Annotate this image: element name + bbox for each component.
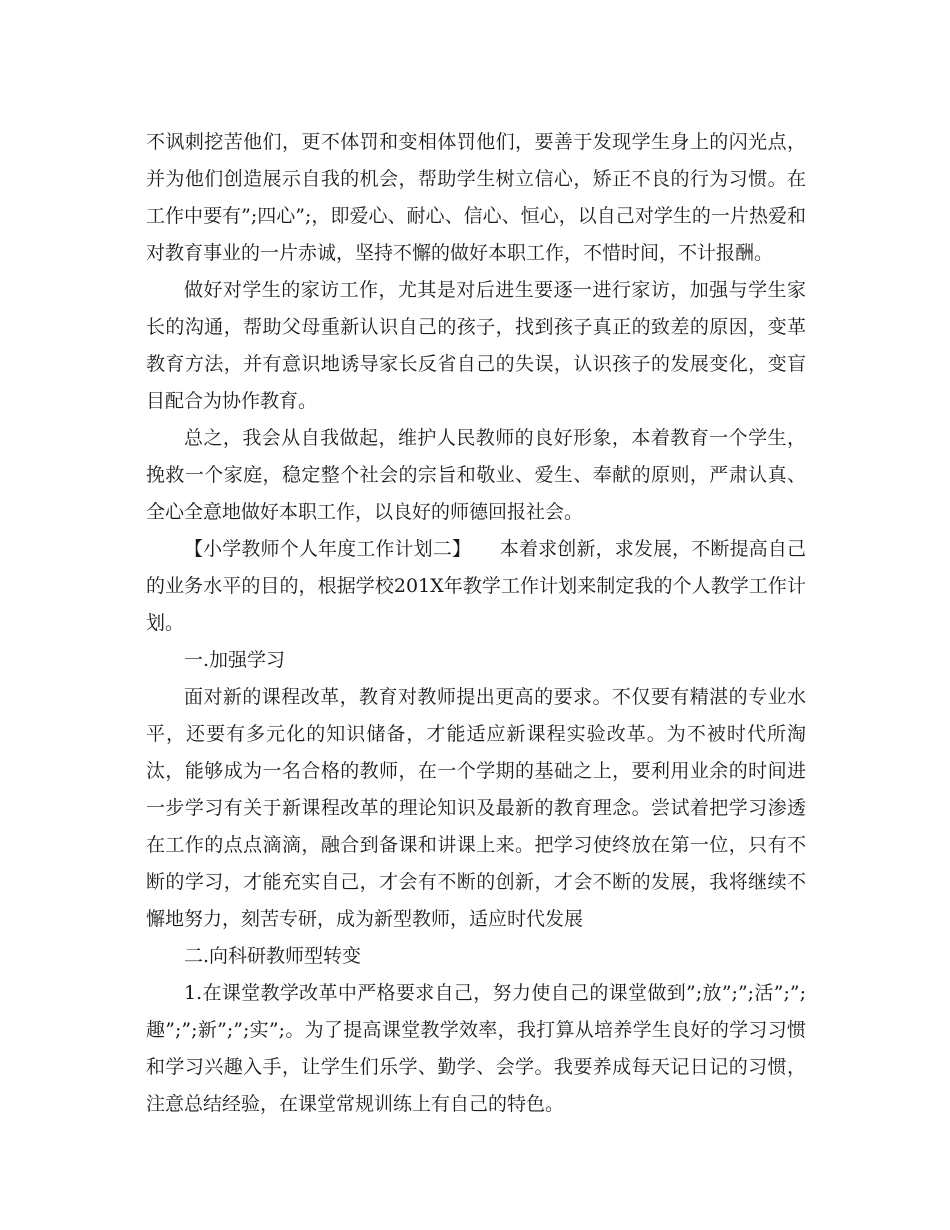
paragraph: 【小学教师个人年度工作计划二】 本着求创新，求发展，不断提高自己的业务水平的目的，根据学校201X年教学工作计划来制定我的个人教学工作计划。 <box>146 538 806 634</box>
section-heading: 二.向科研教师型转变 <box>184 945 362 967</box>
section-heading: 一.加强学习 <box>184 649 286 671</box>
paragraph: 1.在课堂教学改革中严格要求自己，努力使自己的课堂做到”;放”;”;活”;”;趣”;”;新”;”;实”;。为了提高课堂教学效率，我打算从培养学生良好的学习习惯和学习兴趣入手，让学生们乐学、勤学、会学。我要养成每天记日记的习惯，注意总结经验，在课堂常规训练上有自己的特色。 <box>146 982 806 1115</box>
document-body <box>146 124 806 1123</box>
paragraph: 做好对学生的家访工作，尤其是对后进生要逐一进行家访，加强与学生家长的沟通，帮助父母重新认识自己的孩子，找到孩子真正的致差的原因，变革教育方法，并有意识地诱导家长反省自己的失误，认识孩子的发展变化，变盲目配合为协作教育。 <box>146 279 806 412</box>
paragraph: 面对新的课程改革，教育对教师提出更高的要求。不仅要有精湛的专业水平，还要有多元化的知识储备，才能适应新课程实验改革。为不被时代所淘汰，能够成为一名合格的教师，在一个学期的基础之上，要利用业余的时间进一步学习有关于新课程改革的理论知识及最新的教育理念。尝试着把学习渗透在工作的点点滴滴，融合到备课和讲课上来。把学习使终放在第一位，只有不断的学习，才能充实自己，才会有不断的创新，才会不断的发展，我将继续不懈地努力，刻苦专研，成为新型教师，适应时代发展 <box>146 686 806 930</box>
paragraph: 总之，我会从自我做起，维护人民教师的良好形象，本着教育一个学生，挽救一个家庭，稳定整个社会的宗旨和敬业、爱生、奉献的原则，严肃认真、全心全意地做好本职工作，以良好的师德回报社会。 <box>146 427 806 523</box>
paragraph: 不讽刺挖苦他们，更不体罚和变相体罚他们，要善于发现学生身上的闪光点，并为他们创造展示自我的机会，帮助学生树立信心，矫正不良的行为习惯。在工作中要有”;四心”;，即爱心、耐心、信心、恒心，以自己对学生的一片热爱和对教育事业的一片赤诚，坚持不懈的做好本职工作，不惜时间，不计报酬。 <box>146 131 806 264</box>
